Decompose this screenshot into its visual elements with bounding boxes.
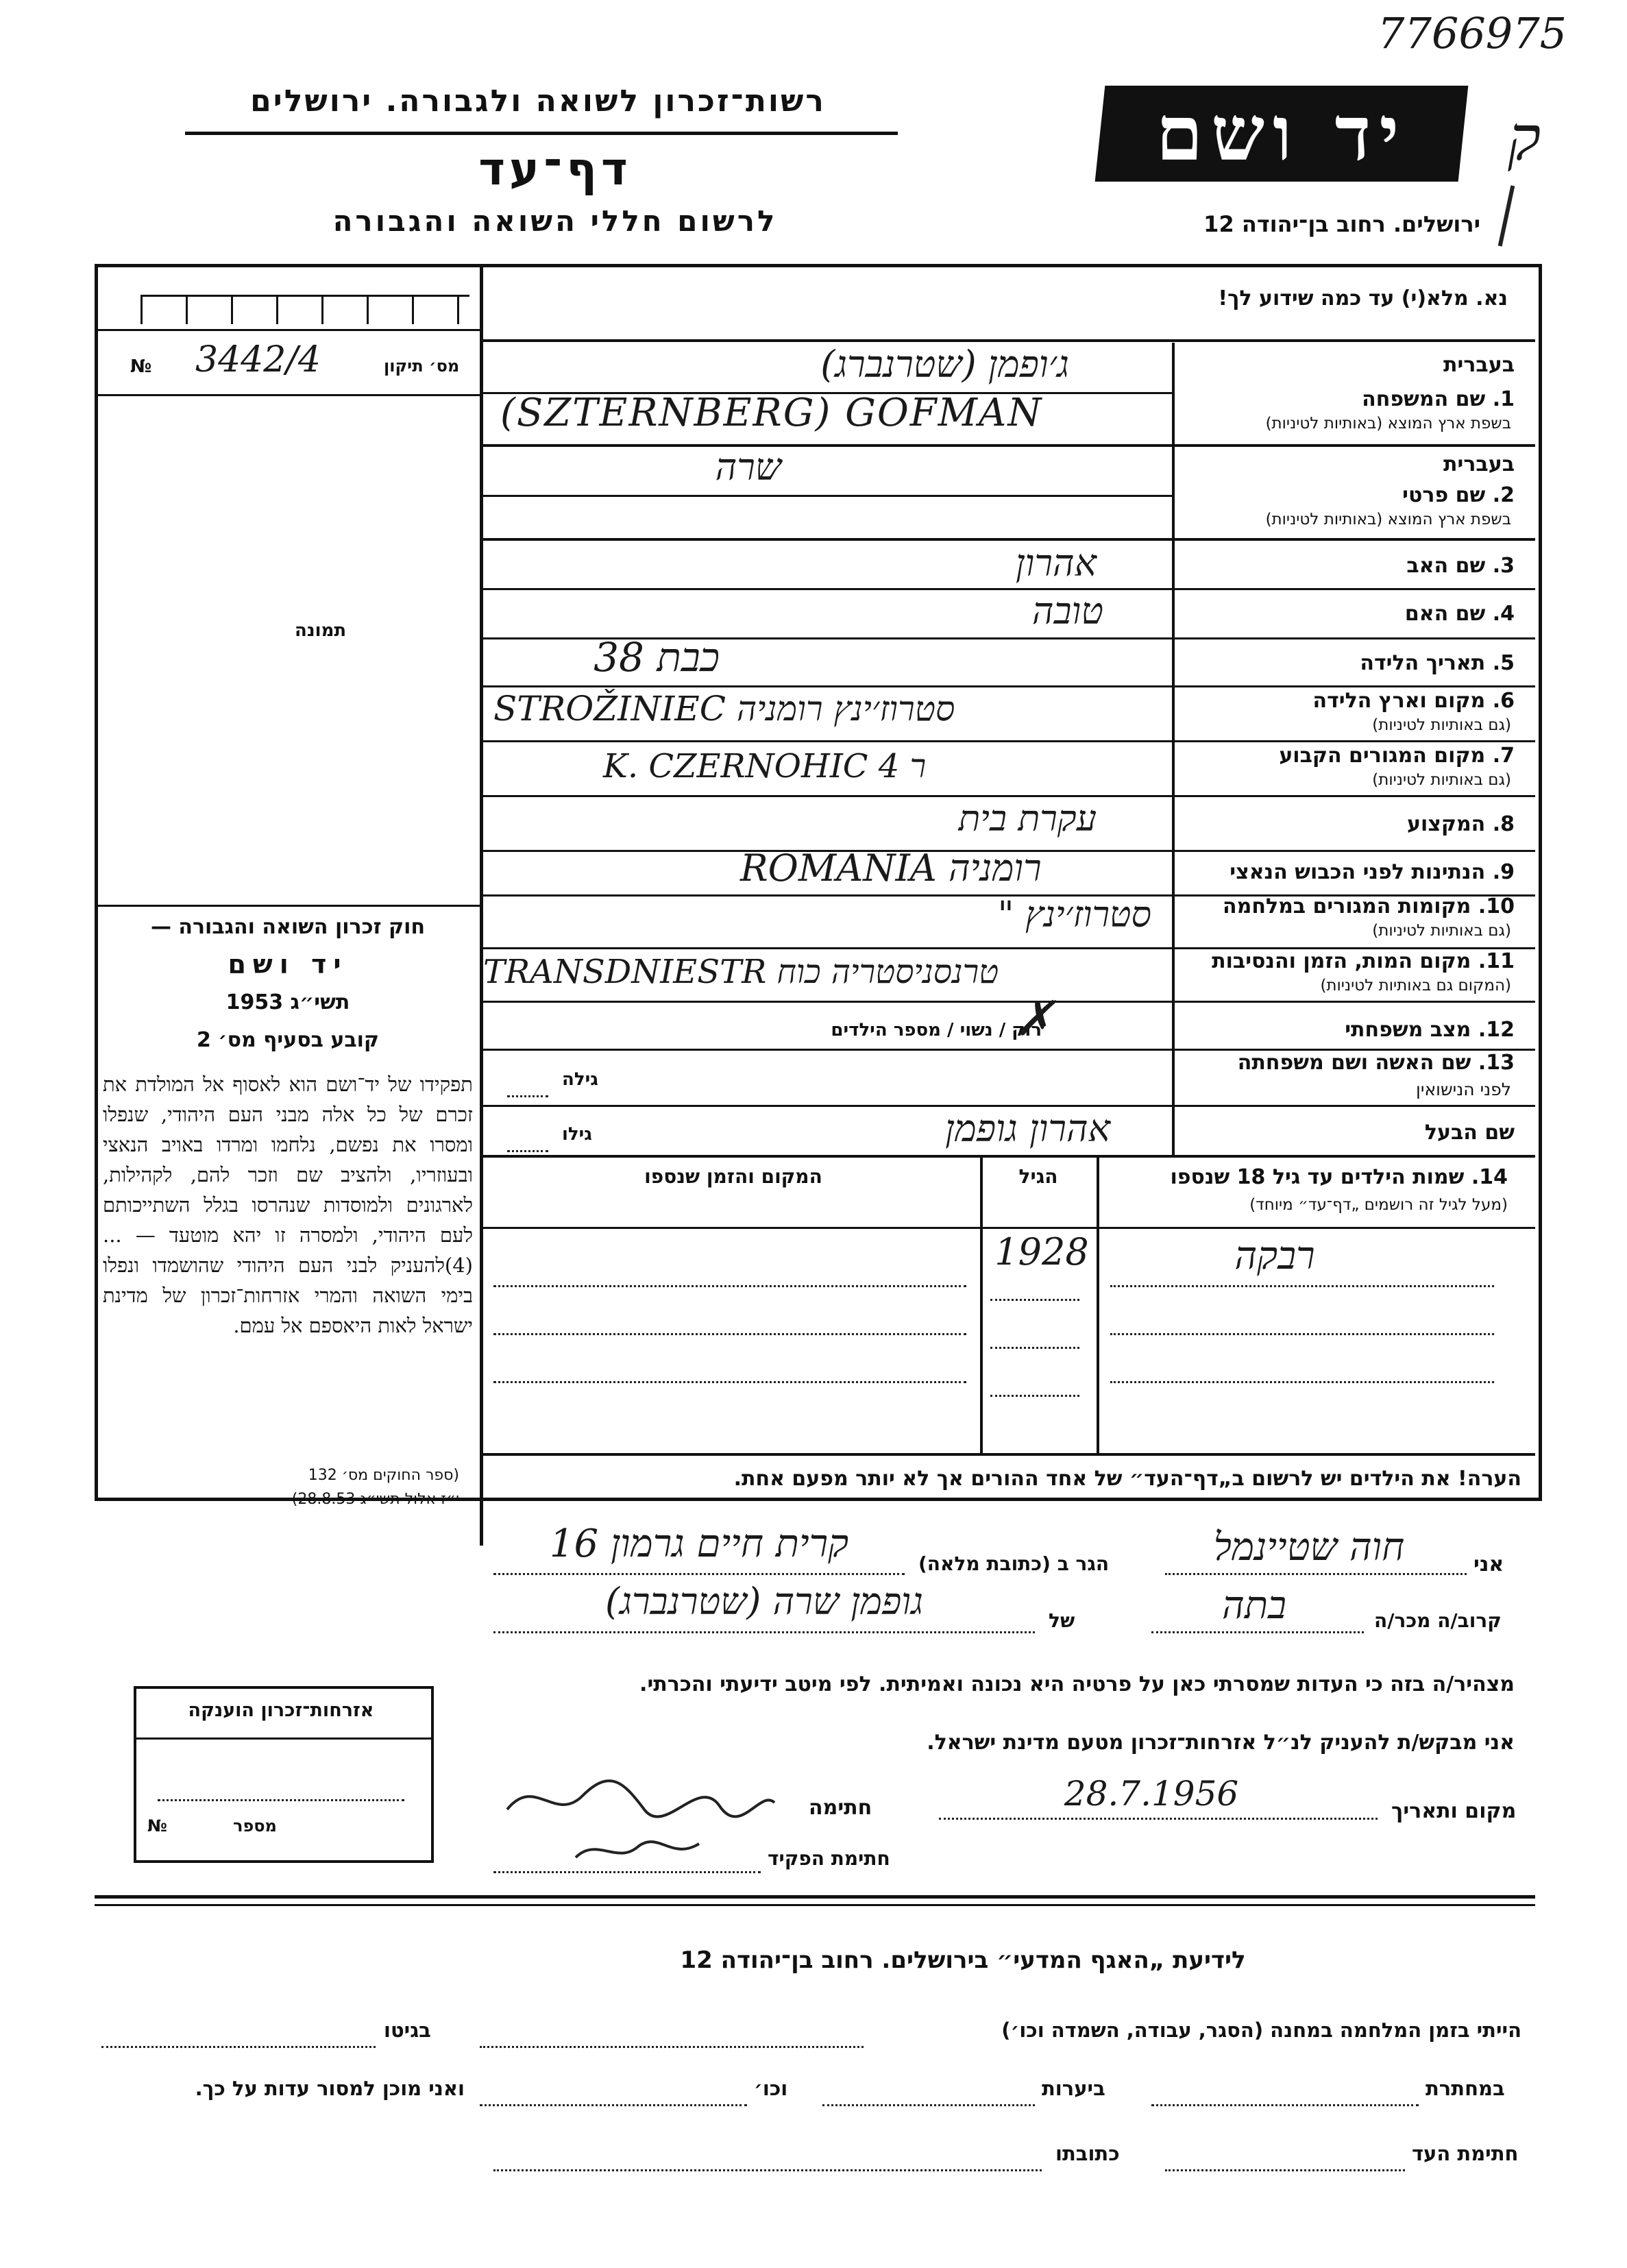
- footer-notice: לידיעת „האגף המדעי״ בירושלים. רחוב בן־יהודה 12: [680, 1947, 1246, 1974]
- authority-title: רשות־זכרון לשואה ולגבורה. ירושלים: [250, 84, 826, 119]
- field-7-label: 7. מקום המגורים הקבוע: [1279, 744, 1515, 768]
- field-12-marker: ✗: [1014, 990, 1055, 1047]
- field-8-label: 8. המקצוע: [1406, 812, 1515, 836]
- field-13-age-label: גילה: [562, 1069, 598, 1090]
- children-label: 14. שמות הילדים עד גיל 18 שנספו: [1170, 1165, 1508, 1189]
- footer-witness-signature-label: חתימת העד: [1412, 2142, 1519, 2165]
- field-5-label: 5. תאריך הלידה: [1360, 651, 1515, 675]
- declaration-request: אני מבקש/ת להעניק לנ״ל אזרחות־זכרון מטעם מדינת ישראל.: [927, 1731, 1515, 1755]
- logo-text: יד ושם: [1155, 89, 1408, 178]
- relation-of-label: של: [1049, 1609, 1075, 1632]
- field-11-label: 11. מקום המות, הזמן והנסיבות: [1212, 949, 1515, 973]
- official-signature-label: חתימת הפקיד: [768, 1847, 890, 1870]
- sidebar-divider: [480, 264, 483, 1546]
- children-note: הערה! את הילדים יש לרשום ב„דף־העד״ של אחד ההורים אך לא יותר מפעם אחת.: [733, 1467, 1521, 1491]
- signature-scribble: [493, 1768, 781, 1830]
- handwritten-reference: 7766975: [1378, 8, 1567, 58]
- field-2-sub: בשפת ארץ המוצא (באותיות לטיניות): [1265, 511, 1511, 528]
- law-reference-1: (ספר החוקים מס׳ 132: [308, 1467, 459, 1484]
- declarant-signature: [493, 1768, 781, 1823]
- field-8-value: עקרת בית: [958, 798, 1097, 840]
- husband-value: אהרון גופמן: [944, 1107, 1110, 1150]
- husband-label: שם הבעל: [1424, 1121, 1515, 1145]
- law-title: חוק זכרון השואה והגבורה —: [150, 915, 426, 939]
- field-1-value-latin: (SZTERNBERG) GOFMAN: [500, 391, 1043, 435]
- form-title: דף־עד: [478, 143, 632, 195]
- footer-address-label: כתובתו: [1055, 2142, 1120, 2165]
- field-13-label: 13. שם האשה ושם משפחתה: [1237, 1051, 1515, 1075]
- header-address: ירושלים. רחוב בן־יהודה 12: [1203, 211, 1480, 237]
- signature-label: חתימה: [809, 1796, 872, 1820]
- law-text: תפקידו של יד־ושם הוא לאסוף אל המולדת את זכרם של כל אלה מבני העם היהודי, שנפלו ומסרו את נפשם, נלחמו ומרדו באויב הנאצי ובעוזריו, ולהציב שם וזכר להם, לקהילות, לארגונים ולמוסדות שנהרסו בגלל השתייכותם לעם היהודי, ולמסרה זו יהא מוטעד — ...(4)להעניק לבני העם היהודי שהושמדו ונפלו בימי השואה והמרי אזרחות־זכרון של מדינת ישראל לאות היאספם אל עמם.: [103, 1073, 473, 1337]
- field-10-value: סטרוז׳ינץ ": [997, 894, 1151, 936]
- field-3-label: 3. שם האב: [1406, 554, 1515, 578]
- footer-ghetto-label: בגיטו: [384, 2019, 431, 2042]
- field-11-sub: (המקום גם באותיות לטיניות): [1320, 977, 1511, 995]
- stamp-number-label: מספר: [233, 1816, 277, 1836]
- field-12-label: 12. מצב משפחתי: [1345, 1018, 1515, 1042]
- field-2-lang: בעברית: [1443, 452, 1515, 476]
- field-9-label: 9. הנתינות לפני הכבוש הנאצי: [1230, 860, 1515, 884]
- field-7-value: K. CZERNOHIC 4 ר: [603, 747, 927, 785]
- law-reference-2: י״ז אלול תשי״ג 28.8.53): [291, 1491, 459, 1508]
- form-subtitle: לרשום חללי השואה והגבורה: [332, 204, 778, 238]
- file-number-no: №: [130, 356, 152, 377]
- file-number-boxes: [140, 295, 469, 324]
- form-intro: נא. מלא(י) עד כמה שידוע לך!: [1218, 286, 1508, 310]
- stamp-no: №: [147, 1816, 167, 1836]
- authority-underline: [185, 132, 898, 135]
- corner-check-line: [1498, 185, 1515, 246]
- field-6-value: STROŽINIEC סטרוז׳ינץ רומניה: [493, 689, 955, 729]
- corner-mark: ק: [1508, 103, 1541, 175]
- field-7-sub: (גם באותיות לטיניות): [1372, 771, 1511, 789]
- photo-label: תמונה: [295, 620, 347, 641]
- declaration-statement: מצהיר/ה בזה כי העדות שמסרתי כאן על פרטיה היא נכונה ואמיתית. לפי מיטב ידיעתי והכרתי.: [639, 1672, 1515, 1696]
- field-10-label: 10. מקומות המגורים במלחמה: [1223, 894, 1515, 918]
- stamp-title: אזרחות־זכרון הוענקה: [188, 1700, 374, 1721]
- label-column-divider: [1172, 343, 1175, 1155]
- field-13-sub: לפני הנישואין: [1416, 1080, 1511, 1099]
- field-2-value-hebrew: שרה: [715, 446, 781, 489]
- field-3-value: אהרון: [1015, 541, 1097, 585]
- relation-of-value: גופמן שרה (שטרנברג): [605, 1580, 923, 1623]
- official-signature: [569, 1830, 706, 1874]
- field-10-sub: (גם באותיות לטיניות): [1372, 922, 1511, 940]
- law-clause: קובע בסעיף מס׳ 2: [196, 1028, 380, 1052]
- file-number-label: מס׳ תיקון: [384, 356, 460, 376]
- law-name: יד ושם: [228, 949, 348, 979]
- children-dotted-lines: [493, 1285, 1508, 1436]
- relation-value: בתה: [1222, 1583, 1286, 1628]
- relation-label: קרוב/ה מכר/ה: [1374, 1609, 1502, 1632]
- field-6-label: 6. מקום וארץ הלידה: [1312, 689, 1515, 713]
- place-date-label: מקום ותאריך: [1391, 1799, 1517, 1823]
- husband-age-label: גילו: [562, 1124, 592, 1145]
- field-5-value: כבת 38: [594, 634, 720, 681]
- field-1-label: 1. שם המשפחה: [1362, 387, 1515, 411]
- child-1-name: רבקה: [1234, 1234, 1315, 1278]
- official-scribble: [569, 1830, 706, 1871]
- child-1-age: 1928: [994, 1230, 1089, 1273]
- children-sub: (מעל לגיל זה רושמים „דף־עד״ מיוחד): [1249, 1196, 1508, 1214]
- field-1-value-hebrew: ג׳ופמן (שטרנברג): [820, 343, 1069, 386]
- declarant-address-label: הגר ב (כתובת מלאה): [918, 1552, 1110, 1575]
- footer-forests-label: ביערות: [1042, 2077, 1105, 2100]
- declarant-name: חוה שטיינמל: [1213, 1525, 1405, 1570]
- footer-testimony-label: ואני מוכן למסור עדות על כך.: [195, 2077, 465, 2100]
- field-12-value: רוק / נשוי / מספר הילדים: [831, 1020, 1042, 1040]
- field-1-sub: בשפת ארץ המוצא (באותיות לטיניות): [1265, 415, 1511, 432]
- footer-divider-bottom: [95, 1904, 1535, 1906]
- footer-divider-top: [95, 1895, 1535, 1899]
- children-age-header: הגיל: [1018, 1165, 1058, 1188]
- field-6-sub: (גם באותיות לטיניות): [1372, 716, 1511, 734]
- field-11-value: TRANSDNIESTR טרנסניסטריה כוח: [483, 953, 999, 991]
- declarant-label: אני: [1473, 1552, 1504, 1576]
- field-1-lang: בעברית: [1443, 353, 1515, 377]
- field-4-value: טובה: [1031, 589, 1103, 633]
- footer-underground-label: במחתרת: [1426, 2077, 1505, 2100]
- footer-camp-label: הייתי בזמן המלחמה במחנה (הסגר, עבודה, השמדה וכו׳): [1001, 2019, 1521, 2042]
- field-9-value: ROMANIA רומניה: [740, 846, 1042, 890]
- field-4-label: 4. שם האם: [1404, 602, 1515, 626]
- place-date-value: 28.7.1956: [1064, 1774, 1239, 1814]
- children-place-header: המקום והזמן שנספו: [644, 1165, 822, 1188]
- law-year: תשי״ג 1953: [225, 990, 350, 1014]
- field-2-label: 2. שם פרטי: [1402, 483, 1515, 507]
- file-number-value: 3442/4: [195, 339, 321, 380]
- declarant-address: קרית חיים גרמון 16: [549, 1522, 849, 1566]
- footer-etc-label: וכו׳: [754, 2077, 788, 2100]
